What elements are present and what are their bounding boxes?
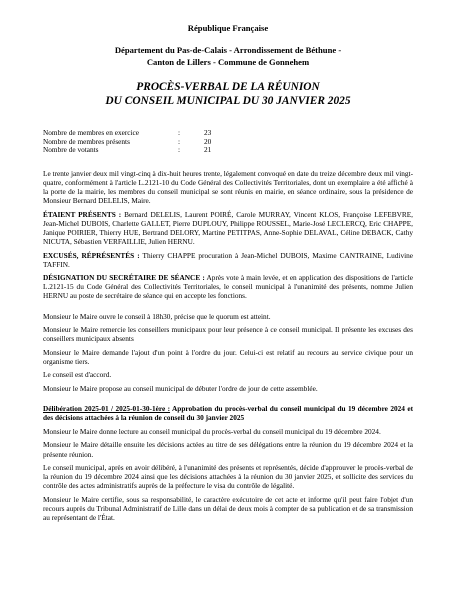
deliberation-reference: Délibération 2025-01 / 2025-01-30-1ère : bbox=[43, 404, 171, 414]
member-counts bbox=[43, 128, 413, 154]
secretary-text: Après vote à main levée, et en application des dispositions de l'article L.2121-15 du Code Général des Collectivités Territoriales, le conseil municipal à l'unanimité des présents, nomme Julien HERNU au poste de secrétaire de séance qui en accepte les fonctions. bbox=[43, 273, 413, 301]
count-value: 21 bbox=[204, 145, 212, 155]
excused-list: Thierry CHAPPE procuration à Jean-Michel DUBOIS, Maxime CANTRAINE, Ludivine TAFFIN. bbox=[43, 250, 414, 269]
excused-paragraph bbox=[43, 251, 413, 269]
count-label: Nombre de membres présents bbox=[43, 136, 130, 146]
count-row bbox=[43, 128, 413, 137]
secretary-label: DÉSIGNATION DU SECRÉTAIRE DE SÉANCE : bbox=[43, 273, 205, 283]
detail-paragraph: Monsieur le Maire détaille ensuite les décisions actées au titre de ses délégations entre la réunion du 19 décembre 2024 et la présente réunion. bbox=[43, 440, 413, 459]
republic-heading: République Française bbox=[187, 23, 269, 33]
deliberation-heading bbox=[43, 404, 413, 422]
intro-paragraph: Le trente janvier deux mil vingt-cinq à dix-huit heures trente, légalement convoqué en date du treize décembre deux mil vingt-quatre, conformément à l'article L.2121-10 du Code Général des Collectivités Territoriales, dont un exemplaire a été affiché à la porte de la mairie, les membres du conseil municipal se sont réunis en mairie, en séance ordinaire, sous la présidence de Monsieur Bernard DELELIS, Maire. bbox=[43, 169, 413, 206]
decision-paragraph: Le conseil municipal, après en avoir délibéré, à l'unanimité des présents et représentés, décide d'approuver le procès-verbal de la réunion du 19 décembre 2024 ainsi que les décisions attachées à la réunion du 30 janvier 2025, et sollicite des services du contrôle des actes administratifs auprès de la préfecture le visa du contrôle de légalité. bbox=[43, 463, 413, 491]
count-colon: : bbox=[178, 128, 181, 137]
count-colon: : bbox=[178, 136, 181, 146]
thanks-paragraph: Monsieur le Maire remercie les conseillers municipaux pour leur présence à ce conseil municipal. Il présente les excuses des conseillers municipaux absents bbox=[43, 325, 413, 344]
count-label: Nombre de membres en exercice bbox=[43, 128, 140, 137]
count-label: Nombre de votants bbox=[43, 145, 99, 155]
count-value: 23 bbox=[204, 128, 212, 137]
title-line-1: PROCÈS-VERBAL DE LA RÉUNION bbox=[136, 81, 320, 93]
opening-paragraph: Monsieur le Maire ouvre le conseil à 18h30, précise que le quorum est atteint. bbox=[43, 311, 271, 321]
certification-paragraph: Monsieur le Maire certifie, sous sa responsabilité, le caractère exécutoire de cet acte et informe qu'il peut faire l'objet d'un recours auprès du Tribunal Administratif de Lille dans un délai de deux mois à compter de sa publication et de sa transmission au représentant de l'État. bbox=[43, 494, 413, 522]
add-point-paragraph: Monsieur le Maire demande l'ajout d'un point à l'ordre du jour. Celui-ci est relatif au recours au service civique pour un organisme tiers. bbox=[43, 347, 413, 366]
title-line-2: DU CONSEIL MUNICIPAL DU 30 JANVIER 2025 bbox=[105, 94, 351, 107]
count-row bbox=[43, 145, 413, 154]
document-title bbox=[43, 81, 413, 108]
secretary-paragraph bbox=[43, 273, 413, 300]
document-body bbox=[43, 169, 413, 526]
agreement-paragraph: Le conseil est d'accord. bbox=[43, 370, 112, 380]
excused-label: EXCUSÉS, RÉPRÉSENTÉS : bbox=[43, 250, 140, 260]
present-paragraph bbox=[43, 210, 413, 246]
count-row bbox=[43, 137, 413, 146]
reading-paragraph: Monsieur le Maire donne lecture au conseil municipal du procès-verbal du conseil municipal du 19 décembre 2024. bbox=[43, 426, 381, 436]
department-line-1: Département du Pas-de-Calais - Arrondissement de Béthune - bbox=[114, 45, 342, 55]
count-colon: : bbox=[178, 145, 181, 155]
department-line-2: Canton de Lillers - Commune de Gonnehem bbox=[146, 56, 310, 67]
present-list: Bernard DELELIS, Laurent POIRÉ, Carole MURRAY, Vincent KLOS, Françoise LEFEBVRE, Jean-Michel DUBOIS, Charlette GALLET, Pierre DUPLOUY, Philippe ROUSSEL, Marie-José LECLERCQ, Eric CHAPPE, Janique POIRIER, Thierry HUE, Bertrand DELORY, Martine PETITPAS, Anne-Sophie DELAVAL, Céline DEBACK, Cathy NICUTA, Sébastien VERFAILLIE, Julien HERNU. bbox=[43, 209, 414, 247]
propose-paragraph: Monsieur le Maire propose au conseil municipal de débuter l'ordre de jour de cette assemblée. bbox=[43, 383, 318, 393]
department-heading bbox=[43, 45, 413, 69]
count-value: 20 bbox=[204, 136, 212, 146]
present-label: ÉTAIENT PRÉSENTS : bbox=[43, 209, 122, 219]
spacer bbox=[43, 397, 413, 404]
deliberation-title: Approbation du procès-verbal du conseil municipal du 19 décembre 2024 et des décisions attachées à la réunion de conseil du 30 janvier 2025 bbox=[43, 404, 413, 423]
spacer bbox=[43, 305, 413, 312]
